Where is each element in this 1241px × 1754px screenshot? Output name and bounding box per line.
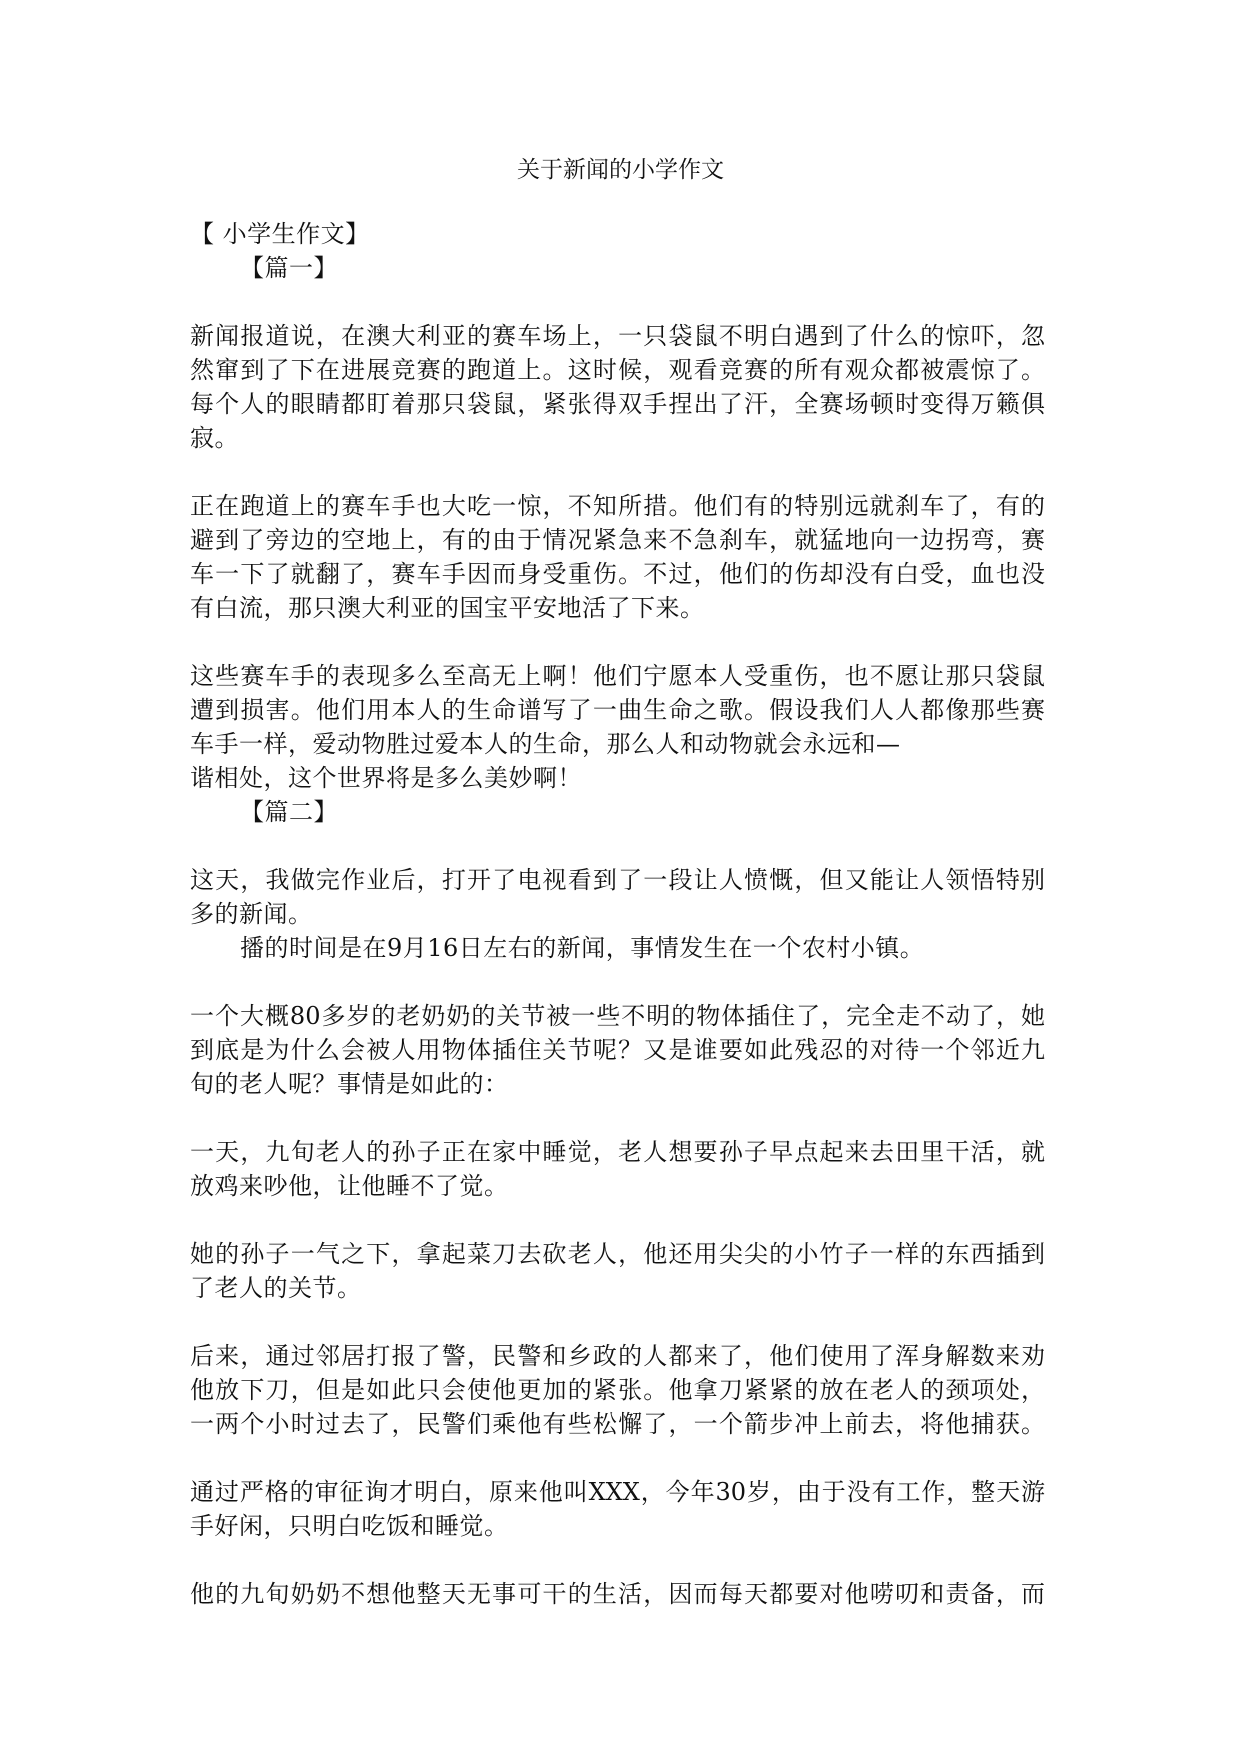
paragraph-line: 多的新闻。 [190,900,313,928]
paragraph-line: 每个人的眼睛都盯着那只袋鼠，紧张得双手捏出了汗，全赛场顿时变得万籁俱 [190,390,1045,418]
paragraph-line: 一两个小时过去了，民警们乘他有些松懈了，一个箭步冲上前去，将他捕获。 [190,1410,1045,1438]
paragraph-line: 寂。 [190,424,239,452]
paragraph-line: 一天，九旬老人的孙子正在家中睡觉，老人想要孙子早点起来去田里干活，就 [190,1138,1045,1166]
document-title: 关于新闻的小学作文 [517,157,724,183]
section-heading-1: 【篇一】 [240,254,338,282]
paragraph-line: 她的孙子一气之下，拿起菜刀去砍老人，他还用尖尖的小竹子一样的东西插到 [190,1240,1045,1268]
paragraph-line: 他的九旬奶奶不想他整天无事可干的生活，因而每天都要对他唠叨和责备，而 [190,1580,1045,1608]
paragraph-line: 有白流，那只澳大利亚的国宝平安地活了下来。 [190,594,705,622]
paragraph-line: 新闻报道说，在澳大利亚的赛车场上，一只袋鼠不明白遇到了什么的惊吓，忽 [190,322,1045,350]
paragraph-line: 一个大概80多岁的老奶奶的关节被一些不明的物体插住了，完全走不动了，她 [190,1002,1045,1030]
category-label: 【 小学生作文】 [190,220,370,248]
paragraph-line: 避到了旁边的空地上，有的由于情况紧急来不急刹车，就猛地向一边拐弯，赛 [190,526,1045,554]
paragraph-line: 谐相处，这个世界将是多么美妙啊！ [190,764,582,792]
paragraph-line: 了老人的关节。 [190,1274,362,1302]
paragraph-line: 手好闲，只明白吃饭和睡觉。 [190,1512,509,1540]
paragraph-line: 到底是为什么会被人用物体插住关节呢？又是谁要如此残忍的对待一个邻近九 [190,1036,1045,1064]
paragraph-line: 然窜到了下在进展竞赛的跑道上。这时候，观看竞赛的所有观众都被震惊了。 [190,356,1045,384]
paragraph-line: 通过严格的审征询才明白，原来他叫XXX，今年30岁，由于没有工作，整天游 [190,1478,1045,1506]
paragraph-line: 他放下刀，但是如此只会使他更加的紧张。他拿刀紧紧的放在老人的颈项处， [190,1376,1045,1404]
paragraph-line: 这些赛车手的表现多么至高无上啊！他们宁愿本人受重伤，也不愿让那只袋鼠 [190,662,1045,690]
paragraph-line: 放鸡来吵他，让他睡不了觉。 [190,1172,509,1200]
paragraph-line: 播的时间是在9月16日左右的新闻，事情发生在一个农村小镇。 [240,934,925,962]
paragraph-line: 车一下了就翻了，赛车手因而身受重伤。不过，他们的伤却没有白受，血也没 [190,560,1045,588]
paragraph-line: 后来，通过邻居打报了警，民警和乡政的人都来了，他们使用了浑身解数来劝 [190,1342,1045,1370]
paragraph-line: 遭到损害。他们用本人的生命谱写了一曲生命之歌。假设我们人人都像那些赛 [190,696,1045,724]
paragraph-line: 这天，我做完作业后，打开了电视看到了一段让人愤慨，但又能让人领悟特别 [190,866,1045,894]
section-heading-2: 【篇二】 [240,798,338,826]
paragraph-line: 旬的老人呢？事情是如此的： [190,1070,509,1098]
paragraph-line: 正在跑道上的赛车手也大吃一惊，不知所措。他们有的特别远就刹车了，有的 [190,492,1045,520]
paragraph-line: 车手一样，爱动物胜过爱本人的生命，那么人和动物就会永远和— [190,730,901,758]
